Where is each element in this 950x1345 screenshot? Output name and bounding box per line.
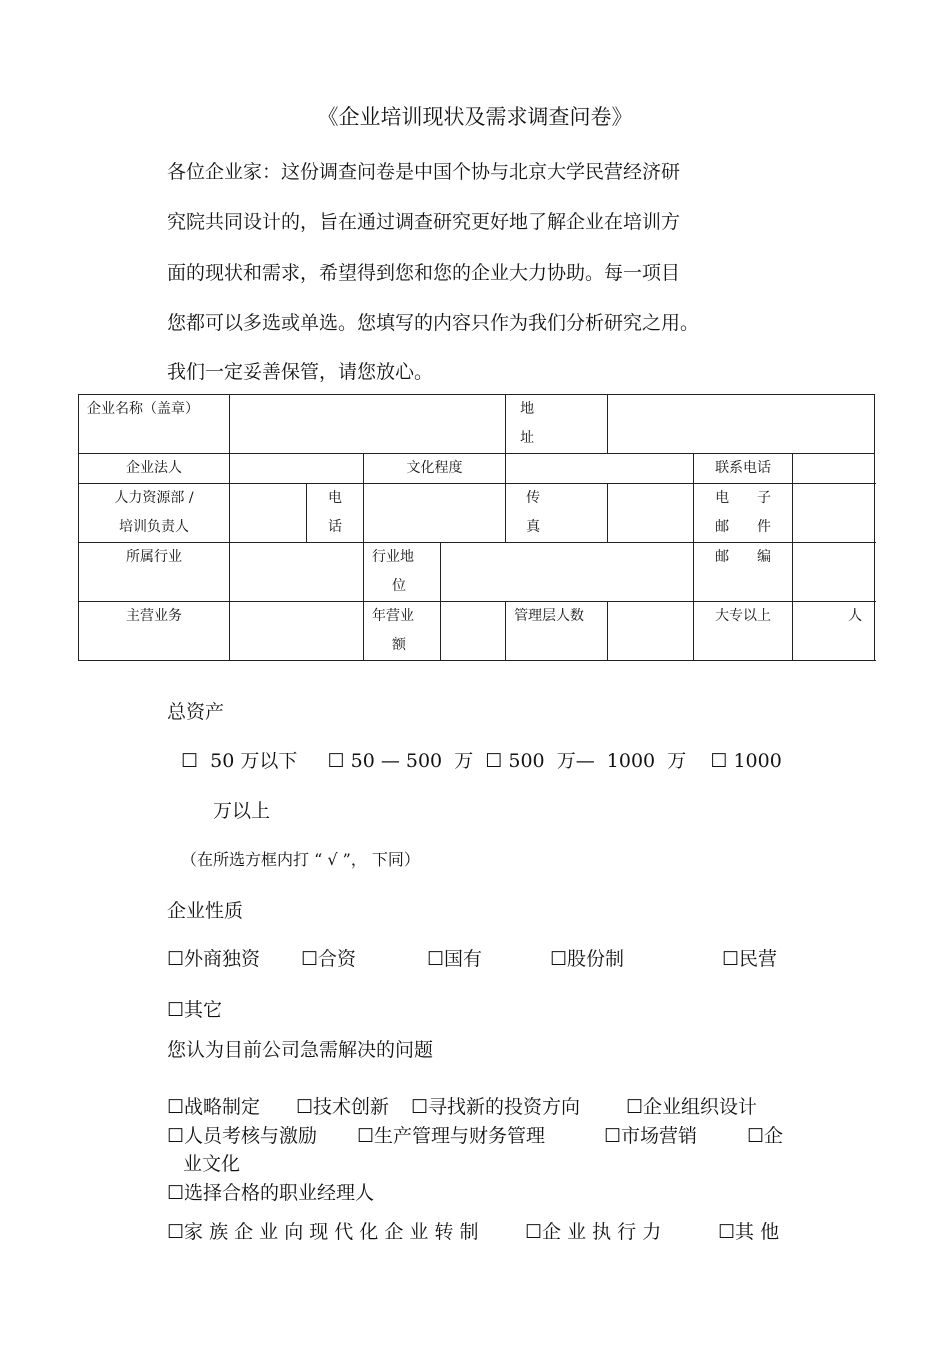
phone-field[interactable] [364,484,506,543]
nature-option-other[interactable]: ☐其它 [167,999,223,1021]
company-name-label: 企业名称（盖章） [79,395,230,454]
intro-line-2: 究院共同设计的，旨在通过调查研究更好地了解企业在培训方 [167,211,681,233]
postcode-field[interactable] [793,543,875,602]
annual-revenue-field[interactable] [441,602,506,661]
nature-option-shareholding[interactable]: ☐股份制 [550,948,625,970]
problem-option-marketing[interactable]: ☐市场营销 [604,1125,698,1147]
college-above-label: 大专以上 [694,602,793,661]
problem-option-execution[interactable]: ☐企 业 执 行 力 [525,1221,662,1243]
problem-option-investment[interactable]: ☐寻找新的投资方向 [411,1096,581,1118]
problem-option-production[interactable]: ☐生产管理与财务管理 [357,1125,546,1147]
main-business-field[interactable] [230,602,364,661]
industry-field[interactable] [230,543,364,602]
nature-option-joint[interactable]: ☐合资 [301,948,357,970]
intro-line-4: 您都可以多选或单选。您填写的内容只作为我们分析研究之用。 [167,312,700,334]
problem-option-innovation[interactable]: ☐技术创新 [296,1096,390,1118]
legal-rep-field[interactable] [230,454,364,484]
education-label: 文化程度 [364,454,506,484]
problems-label: 您认为目前公司急需解决的问题 [167,1039,434,1061]
problem-option-organization[interactable]: ☐企业组织设计 [626,1096,758,1118]
fax-field[interactable] [608,484,694,543]
hr-head-field[interactable] [230,484,307,543]
intro-line-5: 我们一定妥善保管，请您放心。 [167,361,434,383]
selection-note: （在所选方框内打 “ √ ”， 下同） [181,850,420,869]
legal-rep-label: 企业法人 [79,454,230,484]
main-business-label: 主营业务 [79,602,230,661]
postcode-label: 邮 编 [694,543,793,602]
problem-option-family-transition[interactable]: ☐家 族 企 业 向 现 代 化 企 业 转 制 [167,1221,479,1243]
problem-option-strategy[interactable]: ☐战略制定 [167,1096,261,1118]
fax-label: 传 真 [506,484,608,543]
industry-label: 所属行业 [79,543,230,602]
managers-field[interactable] [608,602,694,661]
intro-line-3: 面的现状和需求，希望得到您和您的企业大力协助。每一项目 [167,262,681,284]
address-label: 地 址 [506,395,608,454]
annual-revenue-label: 年营业 额 [364,602,441,661]
intro-line-1: 各位企业家：这份调查问卷是中国个协与北京大学民营经济研 [167,161,681,183]
problem-option-other[interactable]: ☐其 他 [718,1221,780,1243]
industry-location-field[interactable] [441,543,694,602]
nature-option-foreign[interactable]: ☐外商独资 [167,948,261,970]
nature-label: 企业性质 [167,900,244,922]
email-label: 电 子 邮 件 [694,484,793,543]
assets-options[interactable]: ☐ 50 万以下 ☐ 50 — 500 万 ☐ 500 万— 1000 万 ☐ 1000 [181,750,782,772]
problem-option-culture[interactable]: ☐企 [747,1125,784,1147]
education-field[interactable] [506,454,694,484]
nature-option-state[interactable]: ☐国有 [427,948,483,970]
company-info-table [78,394,875,661]
problem-option-manager[interactable]: ☐选择合格的职业经理人 [167,1182,375,1204]
industry-location-label: 行业地 位 [364,543,441,602]
contact-phone-label: 联系电话 [694,454,793,484]
nature-option-private[interactable]: ☐民营 [722,948,778,970]
assets-label: 总资产 [167,701,225,723]
college-above-field[interactable]: 人 [793,602,875,661]
assets-options-cont: 万以上 [213,800,271,822]
address-field[interactable] [608,395,875,454]
page-title: 《企业培训现状及需求调查问卷》 [317,105,633,129]
managers-label: 管理层人数 [506,602,608,661]
problem-option-appraisal[interactable]: ☐人员考核与激励 [167,1125,318,1147]
hr-head-label: 人力资源部 / 培训负责人 [79,484,230,543]
problem-option-culture-cont: 业文化 [183,1153,241,1175]
email-field[interactable] [793,484,875,543]
company-name-field[interactable] [230,395,506,454]
phone-label: 电 话 [307,484,364,543]
contact-phone-field[interactable] [793,454,875,484]
